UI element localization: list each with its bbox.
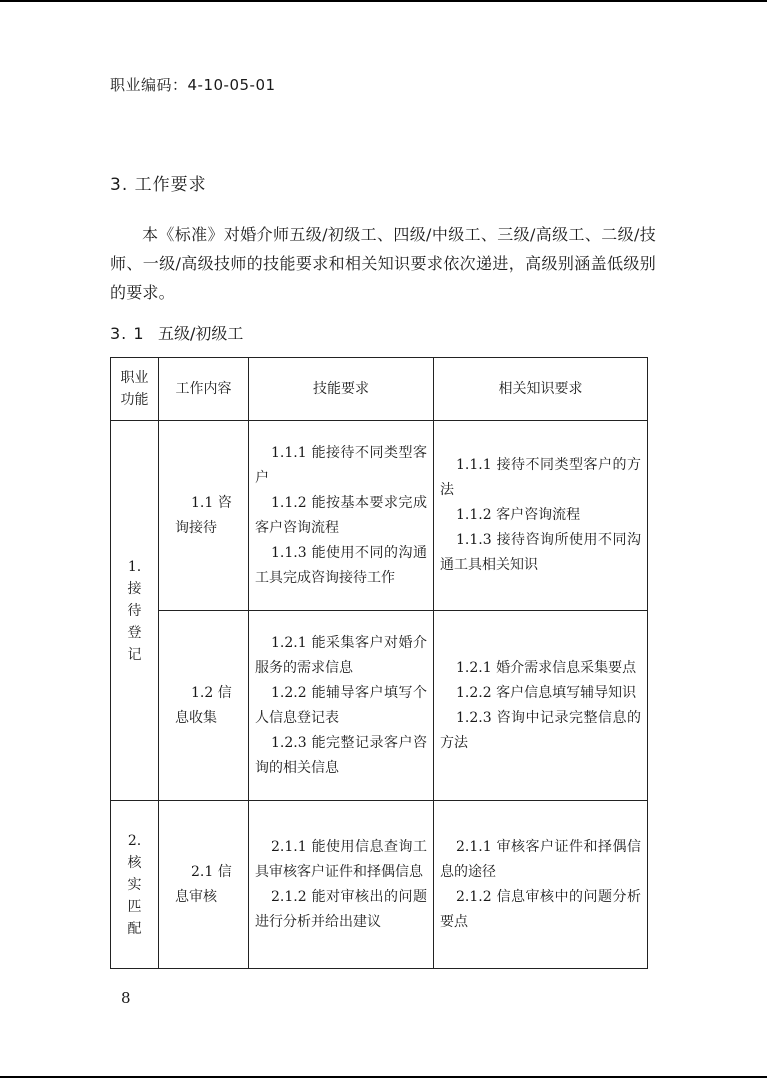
- skill-item: 1.2.3 能完整记录客户咨询的相关信息: [255, 734, 427, 776]
- occupation-code: 职业编码：4-10-05-01: [110, 76, 276, 94]
- bottom-rule: [0, 1076, 767, 1078]
- knowledge-item: 1.1.3 接待咨询所使用不同沟通工具相关知识: [440, 532, 641, 573]
- page-number: 8: [121, 989, 131, 1007]
- table-row: [111, 421, 648, 611]
- knowledge-cell: [434, 421, 648, 611]
- skill-item: 2.1.1 能使用信息查询工具审核客户证件和择偶信息: [255, 838, 427, 880]
- function-char: 登: [127, 624, 142, 641]
- work-content-cell: 1.1 咨询接待: [159, 421, 249, 611]
- function-char: 核: [127, 854, 142, 871]
- function-cell: [111, 421, 159, 801]
- skills-cell: [249, 801, 434, 969]
- function-char: 待: [127, 602, 142, 619]
- requirements-table: [110, 357, 648, 969]
- header-skills: 技能要求: [249, 358, 434, 421]
- skills-cell: [249, 421, 434, 611]
- function-char: 1.: [127, 558, 142, 575]
- header-knowledge: 相关知识要求: [434, 358, 648, 421]
- skill-item: 1.2.2 能辅导客户填写个人信息登记表: [255, 684, 427, 726]
- header-function-line2: 功能: [120, 392, 149, 408]
- table-row: [111, 801, 648, 969]
- intro-paragraph: 本《标准》对婚介师五级/初级工、四级/中级工、三级/高级工、二级/技师、一级/高级技师的技能要求和相关知识要求依次递进，高级别涵盖低级别的要求。: [110, 225, 656, 302]
- knowledge-item: 1.1.2 客户咨询流程: [456, 507, 581, 523]
- function-char: 配: [127, 920, 142, 937]
- knowledge-item: 1.2.1 婚介需求信息采集要点: [456, 659, 637, 676]
- knowledge-item: 2.1.1 审核客户证件和择偶信息的途径: [440, 838, 641, 880]
- header-function: [111, 358, 159, 421]
- function-cell: [111, 801, 159, 969]
- header-function-line1: 职业: [120, 370, 149, 386]
- knowledge-item: 2.1.2 信息审核中的问题分析要点: [440, 888, 641, 930]
- skill-item: 1.1.2 能按基本要求完成客户咨询流程: [255, 494, 427, 536]
- function-char: 2.: [127, 832, 142, 849]
- function-char: 匹: [127, 898, 142, 915]
- knowledge-item: 1.1.1 接待不同类型客户的方法: [440, 457, 641, 498]
- table-header-row: [111, 358, 648, 421]
- skill-item: 1.1.3 能使用不同的沟通工具完成咨询接待工作: [255, 544, 427, 586]
- function-char: 接: [127, 580, 142, 597]
- table-row: [111, 611, 648, 801]
- function-char: 实: [127, 876, 142, 893]
- header-content: 工作内容: [159, 358, 249, 421]
- subsection-title: [110, 321, 243, 344]
- subsection-label: 五级/初级工: [158, 324, 244, 343]
- subsection-number: 3. 1: [110, 324, 145, 343]
- knowledge-cell: [434, 611, 648, 801]
- work-content-cell: 1.2 信息收集: [159, 611, 249, 801]
- knowledge-item: 1.2.2 客户信息填写辅导知识: [456, 684, 637, 701]
- skill-item: 2.1.2 能对审核出的问题进行分析并给出建议: [255, 888, 427, 930]
- knowledge-item: 1.2.3 咨询中记录完整信息的方法: [440, 709, 641, 751]
- skill-item: 1.1.1 能接待不同类型客户: [255, 444, 427, 486]
- top-rule: [0, 0, 767, 2]
- function-char: 记: [127, 646, 142, 663]
- knowledge-cell: [434, 801, 648, 969]
- work-content-cell: 2.1 信息审核: [159, 801, 249, 969]
- skills-cell: [249, 611, 434, 801]
- section-title: 3. 工作要求: [110, 175, 207, 195]
- skill-item: 1.2.1 能采集客户对婚介服务的需求信息: [255, 634, 427, 676]
